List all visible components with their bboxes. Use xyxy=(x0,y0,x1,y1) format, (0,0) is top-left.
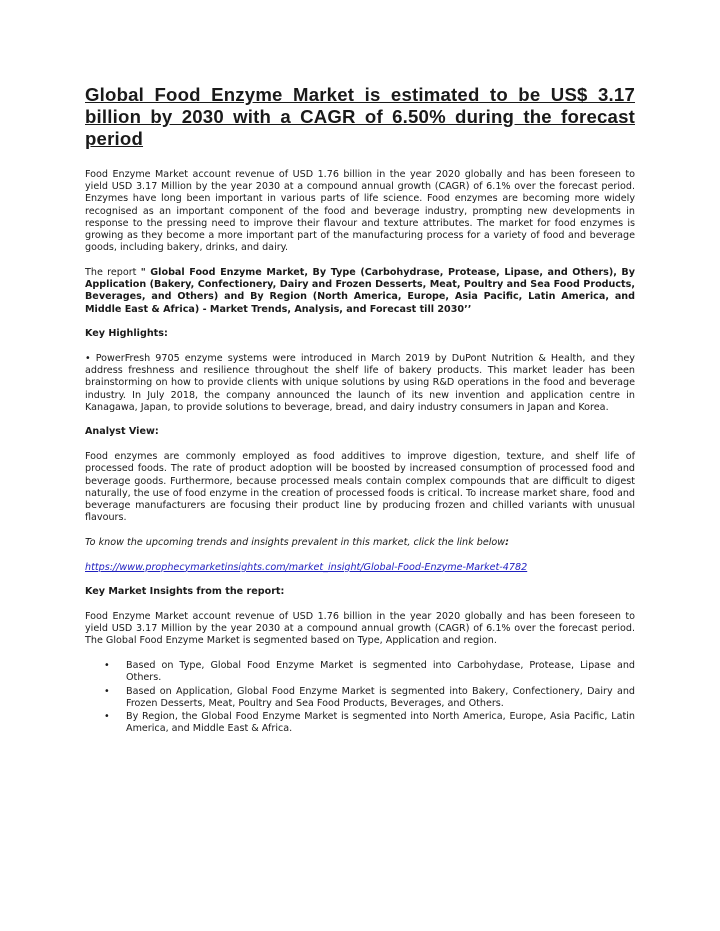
key-highlights-paragraph xyxy=(85,353,635,414)
bullet-glyph: • xyxy=(85,352,91,364)
list-item xyxy=(104,660,635,684)
bullet-glyph: • xyxy=(104,710,110,722)
key-highlights-heading: Key Highlights: xyxy=(85,328,168,340)
cta-colon: : xyxy=(505,536,509,548)
list-item xyxy=(104,685,635,710)
key-highlights-text: PowerFresh 9705 enzyme systems were introduced in March 2019 by DuPont Nutrition & Health, and they address freshness and resilience throughout the shelf life of bakery products. This market leader has been brainstorming on how to provide clients with unique solutions by using R&D operations in the food and beverage industry. In July 2018, the company announced the launch of its new invention and application centre in Kanagawa, Japan, to provide solutions to beverage, bread, and dairy industry consumers in Japan and Korea. xyxy=(85,352,635,413)
report-title: " Global Food Enzyme Market, By Type (Carbohydrase, Protease, Lipase, and Others), By Application (Bakery, Confectionery, Dairy and Frozen Desserts, Meat, Poultry and Sea Food Products, Beverages, and Others) and By Region (North America, Europe, Asia Pacific, Latin America, and Middle East & Africa) - Market Trends, Analysis, and Forecast till 2030’’ xyxy=(85,266,635,315)
bullet-glyph: • xyxy=(104,685,110,697)
analyst-view-paragraph: Food enzymes are commonly employed as food additives to improve digestion, texture, and shelf life of processed foods. The rate of product adoption will be boosted by increased consumption of processed food and beverage goods. Furthermore, because processed meals contain complex compounds that are difficult to digest naturally, the use of food enzyme in the creation of processed foods is critical. To increase market share, food and beverage manufacturers are focusing their product line by producing frozen and chilled variants with unusual flavours. xyxy=(85,451,635,524)
key-insights-paragraph: Food Enzyme Market account revenue of USD 1.76 billion in the year 2020 globally and has been foreseen to yield USD 3.17 Million by the year 2030 at a compound annual growth (CAGR) of 6.1% over the forecast period. The Global Food Enzyme Market is segmented based on Type, Application and region. xyxy=(85,610,635,647)
key-insights-heading: Key Market Insights from the report: xyxy=(85,586,285,598)
intro-paragraph: Food Enzyme Market account revenue of USD 1.76 billion in the year 2020 globally and has been foreseen to yield USD 3.17 Million by the year 2030 at a compound annual growth (CAGR) of 6.1% over the forecast period. Enzymes have long been important in various parts of life science. Food enzymes are becoming more widely recognised as an important component of the food and beverage industry, prompting new developments in response to the pressing need to improve their flavour and texture attributes. The market for food enzymes is growing as they become a more important part of the manufacturing process for a variety of food and beverage goods, including bakery, drinks, and dairy. xyxy=(85,169,635,254)
cta-paragraph xyxy=(85,537,635,549)
key-insights-bullet-list xyxy=(85,660,635,735)
document-title: Global Food Enzyme Market is estimated to be US$ 3.17 billion by 2030 with a CAGR of 6.50% during the forecast period xyxy=(85,84,635,149)
analyst-view-heading: Analyst View: xyxy=(85,426,159,438)
list-item-text: Based on Type, Global Food Enzyme Market is segmented into Carbohydase, Protease, Lipase and Others. xyxy=(126,660,635,684)
document-page xyxy=(85,84,635,736)
bullet-glyph: • xyxy=(104,660,110,672)
cta-text: To know the upcoming trends and insights prevalent in this market, click the link below xyxy=(85,536,506,548)
list-item-text: By Region, the Global Food Enzyme Market is segmented into North America, Europe, Asia Pacific, Latin America, and Middle East & Africa. xyxy=(126,710,635,735)
report-prefix: The report xyxy=(85,266,141,278)
list-item-text: Based on Application, Global Food Enzyme Market is segmented into Bakery, Confectionery, Dairy and Frozen Desserts, Meat, Poultry and Sea Food Products, Beverages, and Others. xyxy=(126,685,635,709)
market-report-link[interactable]: https://www.prophecymarketinsights.com/market_insight/Global-Food-Enzyme-Market-4782 xyxy=(85,561,528,573)
report-paragraph xyxy=(85,267,635,316)
link-paragraph xyxy=(85,562,635,574)
list-item xyxy=(104,710,635,735)
